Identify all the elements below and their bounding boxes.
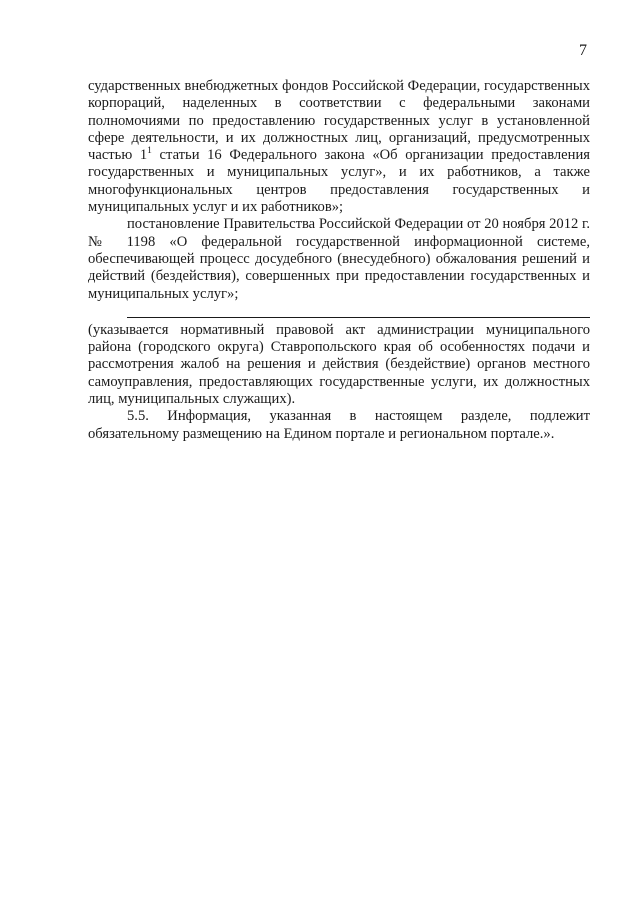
paragraph-5-5: 5.5. Информация, указанная в настоящем разделе, подлежит обязательному размещению на Едином портале и региональном портале.». (88, 408, 590, 442)
page-number: 7 (579, 42, 587, 59)
paragraph-resolution-1198: постановление Правительства Российской Федерации от 20 ноября 2012 г. № 1198 «О федеральной государственной информационной системе, обеспечивающей процесс досудебного (внесудебного) обжалования решений и действий (бездействия), совершенных при предоставлении государственных и муниципальных услуг»; (88, 216, 590, 302)
paragraph-text: статьи 16 Федерального закона «Об организации предоставления государственных и муниципальных услуг», и их работников, а также многофункциональных центров предоставления государственных и муниципальных услуг и их работников»; (88, 147, 590, 216)
paragraph-text: сударственных внебюджетных фондов Российской Федерации, государственных корпораций, наделенных в соответствии с федеральными законами полномочиями по предоставлению государственных услуг в установленной сфере деятельности, и их должностных лиц, организаций, предусмотренных частью 1 (88, 78, 590, 164)
paragraph-instruction-note: (указывается нормативный правовой акт администрации муниципального района (городского округа) Ставропольского края об особенностях подачи и рассмотрения жалоб на решения и действия (бездействие) органов местного самоуправления, предоставляющих государственные услуги, их должностных лиц, муниципальных служащих). (88, 321, 590, 408)
document-body (88, 78, 590, 443)
paragraph-continuation (88, 78, 590, 216)
superscript: 1 (147, 146, 152, 157)
